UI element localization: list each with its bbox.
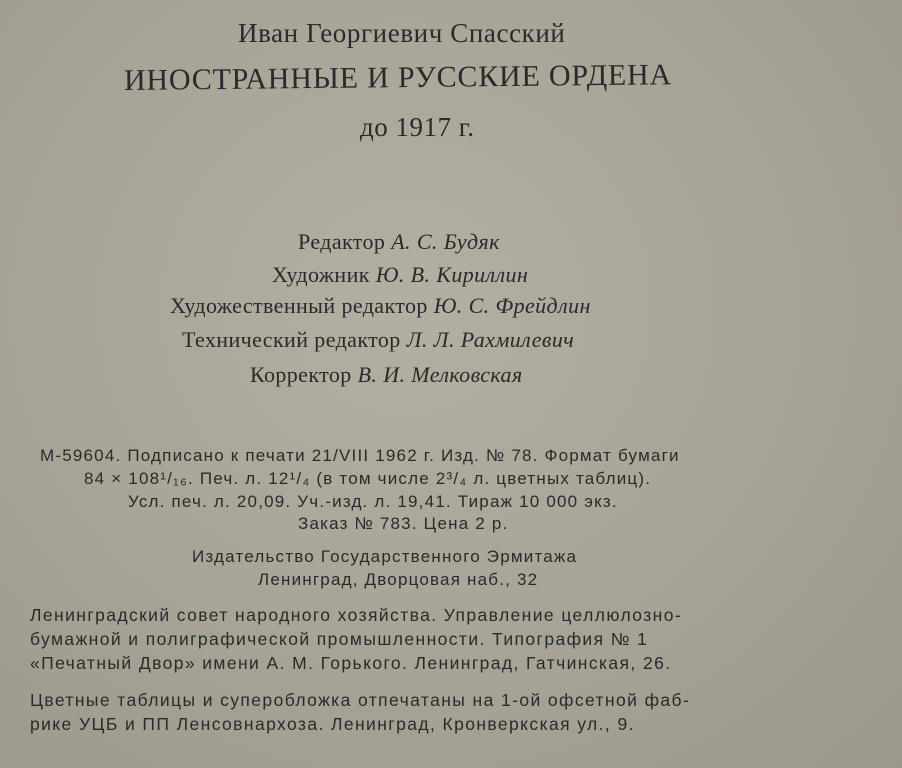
printer-line-3: «Печатный Двор» имени А. М. Горького. Ленинград, Гатчинская, 26. <box>30 653 672 673</box>
imprint-line-4: Заказ № 783. Цена 2 р. <box>298 514 509 533</box>
credit-name: А. С. Будяк <box>391 229 500 254</box>
plates-line-2: рике УЦБ и ПП Ленсовнархоза. Ленинград, Кронверкская ул., 9. <box>30 714 635 734</box>
credit-tech-editor <box>182 327 574 353</box>
imprint-line-2: 84 × 108¹/₁₆. Печ. л. 12¹/₄ (в том числе 2³/₄ л. цветных таблиц). <box>84 469 652 488</box>
author-name: Иван Георгиевич Спасский <box>238 18 566 48</box>
credit-name: Л. Л. Рахмилевич <box>406 327 575 352</box>
credit-proofreader <box>250 362 523 388</box>
printer-line-2: бумажной и полиграфической промышленности. Типография № 1 <box>30 629 649 649</box>
credit-name: Ю. С. Фрейдлин <box>433 293 591 318</box>
credit-editor <box>298 229 500 255</box>
publisher-name: Издательство Государственного Эрмитажа <box>192 547 578 566</box>
credit-role: Технический редактор <box>182 327 401 352</box>
credit-art-editor <box>170 293 591 319</box>
credit-name: Ю. В. Кириллин <box>375 262 529 287</box>
credit-role: Художественный редактор <box>170 293 428 318</box>
credit-role: Художник <box>272 262 370 287</box>
book-subtitle: до 1917 г. <box>360 112 475 142</box>
credit-name: В. И. Мелковская <box>357 362 523 387</box>
book-title: ИНОСТРАННЫЕ И РУССКИЕ ОРДЕНА <box>123 58 673 97</box>
imprint-line-3: Усл. печ. л. 20,09. Уч.-изд. л. 19,41. Тираж 10 000 экз. <box>128 492 618 511</box>
plates-line-1: Цветные таблицы и суперобложка отпечатаны на 1-ой офсетной фаб- <box>30 690 691 710</box>
credit-role: Редактор <box>298 229 386 254</box>
imprint-line-1: М-59604. Подписано к печати 21/VIII 1962 г. Изд. № 78. Формат бумаги <box>40 446 680 465</box>
credit-artist <box>272 262 528 288</box>
publisher-address: Ленинград, Дворцовая наб., 32 <box>258 570 539 589</box>
credit-role: Корректор <box>250 362 352 387</box>
printer-line-1: Ленинградский совет народного хозяйства. Управление целлюлозно- <box>30 605 683 625</box>
